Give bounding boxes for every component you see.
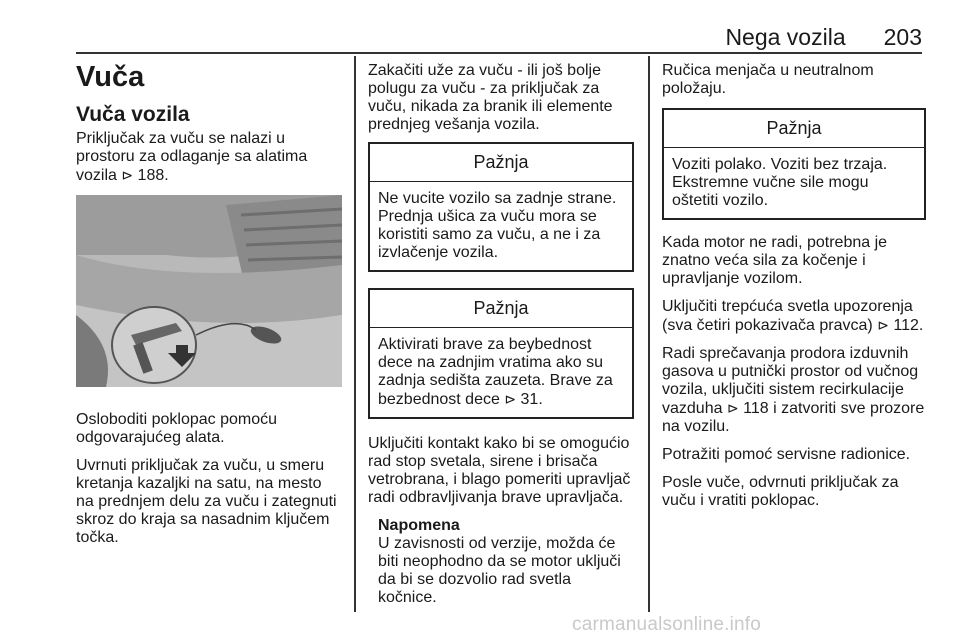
warning-heading: Pažnja [370,290,632,328]
column-1 [76,60,342,557]
intro-page-ref[interactable]: 188. [137,167,169,184]
warning-box-3 [662,108,926,220]
reference-arrow-icon: ⊳ [877,317,889,333]
warning-body [370,328,632,417]
page-header [725,24,922,51]
note-body: U zavisnosti od verzije, možda će biti neophodno da se motor uključi da bi se dozvolio rad svetla kočnice. [378,535,621,606]
reference-arrow-icon: ⊳ [504,391,517,407]
paragraph-ignition: Uključiti kontakt kako bi se omogućio rad stop svetala, sirene i brisača vetrobrana, i blago pomeriti upravljač radi odbravljivanja brave upravljača. [368,435,631,506]
warning-box-1 [368,142,634,272]
warning-body: Voziti polako. Voziti bez trzaja. Ekstremne vučne sile mogu oštetiti vozilo. [672,156,888,209]
recirculation-page-ref[interactable]: 118 [743,400,769,417]
paragraph-after-towing: Posle vuče, odvrnuti priključak za vuču i vratiti poklopac. [662,474,899,509]
section-title: Nega vozila [725,24,846,50]
column-divider-2 [648,56,650,612]
note-heading: Napomena [378,517,460,534]
warning-heading: Pažnja [370,144,632,182]
paragraph-release-cover: Osloboditi poklopac pomoću odgovarajućeg alata. [76,411,278,446]
paragraph-screw-eye: Uvrnuti priključak za vuču, u smeru kretanja kazaljki na satu, na mesto na prednjem delu za vuču i zategnuti skroz do kraja sa nasadnim ključem točka. [76,457,337,546]
recirculation-text: Radi sprečavanja prodora izduvnih gasova u putnički prostor od vučnog vozila, uključiti sistem recirkulacije vazduha [662,345,919,417]
intro-paragraph [76,130,342,185]
reference-arrow-icon: ⊳ [121,167,134,183]
section-heading: Vuča vozila [76,103,190,126]
column-divider-1 [354,56,356,612]
paragraph-recirculation [662,345,926,436]
page-number: 203 [883,24,922,50]
column-2 [368,62,634,607]
tow-eye-photo [76,195,342,387]
paragraph-workshop: Potražiti pomoć servisne radionice. [662,446,911,463]
column-3 [662,62,926,520]
tow-eye-illustration [76,195,342,387]
warning-body: Ne vucite vozilo sa zadnje strane. Prednja ušica za vuču mora se koristiti samo za vuču, a ne i za izvlačenje vozila. [378,190,617,261]
note-block [378,517,634,607]
intro-text: Priključak za vuču se nalazi u prostoru za odlaganje sa alatima vozila [76,130,308,184]
paragraph-engine-off: Kada motor ne radi, potrebna je znatno veća sila za kočenje i upravljanje vozilom. [662,234,888,287]
warning-box-2 [368,288,634,419]
page-title: Vuča [76,61,145,93]
warning-page-ref[interactable]: 31. [520,391,543,408]
hazard-page-ref[interactable]: 112. [893,317,924,334]
header-rule [76,52,922,54]
warning-body-text: Aktivirati brave za beybednost dece na zadnjim vratima ako su zadnja sedišta zauzeta. Brave za bezbednost dece [378,336,613,408]
watermark: carmanualsonline.info [572,614,762,635]
paragraph-attach-rope: Zakačiti uže za vuču - ili još bolje polugu za vuču - za priključak za vuču, nikada za branik ili elemente prednjeg vešanja vozila. [368,62,613,133]
reference-arrow-icon: ⊳ [726,400,739,416]
hazard-text: Uključiti trepćuća svetla upozorenja (sva četiri pokazivača pravca) [662,298,913,334]
recirculation-tail: i zatvoriti sve prozore na vozilu. [662,400,925,435]
paragraph-neutral: Ručica menjača u neutralnom položaju. [662,62,874,97]
warning-heading: Pažnja [664,110,924,148]
paragraph-hazard-lights [662,298,926,335]
